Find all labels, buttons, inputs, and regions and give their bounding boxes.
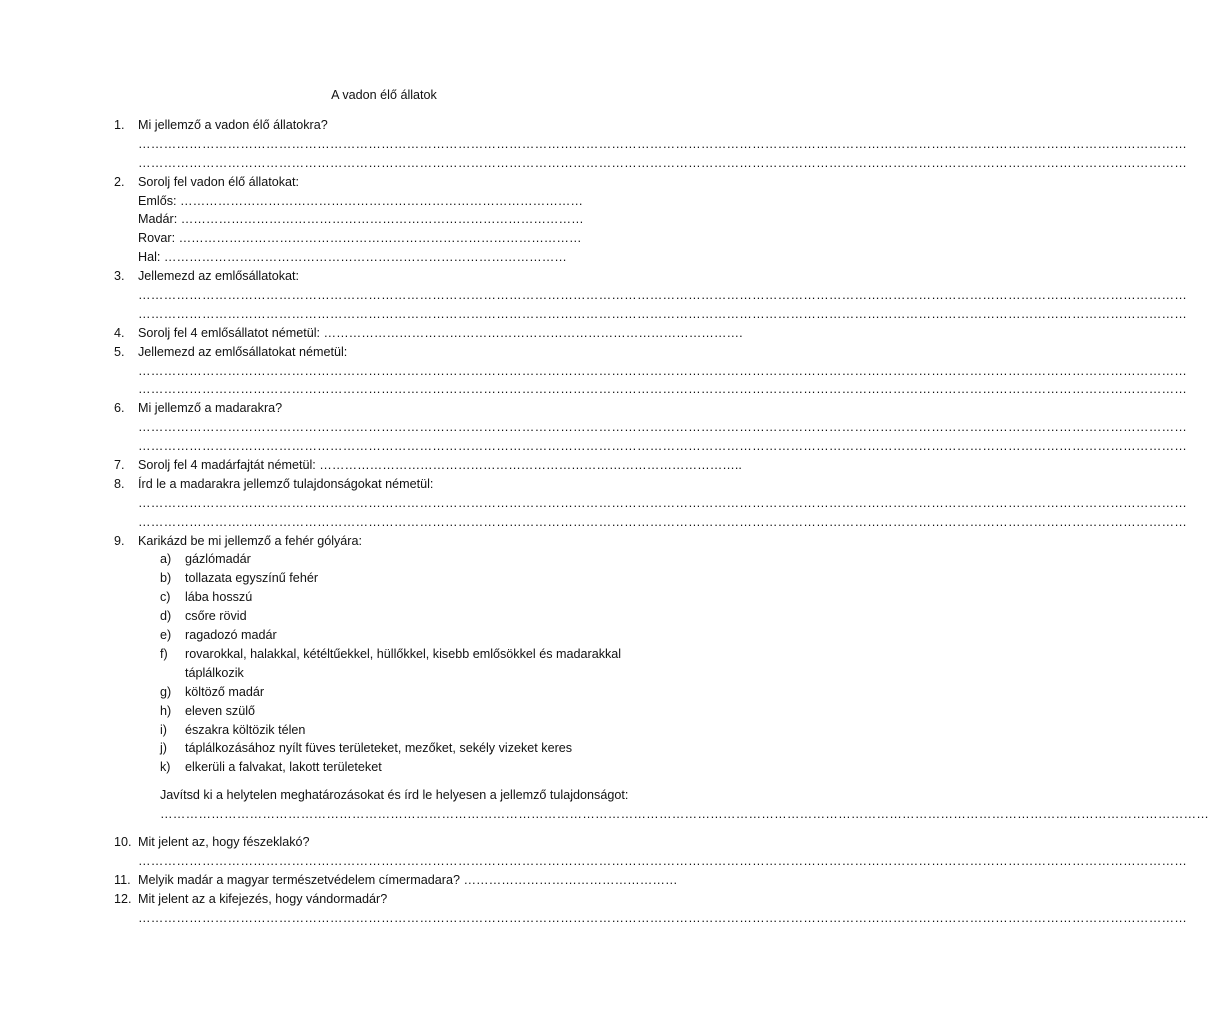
question-12 bbox=[0, 890, 768, 909]
option-text: gázlómadár bbox=[185, 552, 251, 567]
answer-line[interactable] bbox=[0, 852, 1188, 871]
question-5 bbox=[0, 343, 768, 362]
option-text: rovarokkal, halakkal, kétéltűekkel, hüllőkkel, kisebb emlősökkel és madarakkal bbox=[185, 646, 622, 661]
stork-option-k[interactable] bbox=[0, 758, 768, 777]
answer-line[interactable] bbox=[0, 154, 1188, 173]
answer-line-bird[interactable] bbox=[0, 210, 768, 229]
answer-line[interactable] bbox=[0, 362, 1188, 381]
question-text: Melyik madár a magyar természetvédelem címermadara? …………………………………………… bbox=[138, 872, 678, 887]
stork-option-d[interactable] bbox=[0, 607, 768, 626]
option-letter: j) bbox=[160, 741, 167, 756]
animal-category-line: Emlős: …………………………………………………………………………………… bbox=[138, 193, 583, 208]
instruction-text: Javítsd ki a helytelen meghatározásokat és írd le helyesen a jellemző tulajdonságot: bbox=[160, 788, 629, 803]
option-text: csőre rövid bbox=[185, 609, 247, 624]
question-text: Jellemezd az emlősállatokat: bbox=[138, 269, 299, 284]
question-10 bbox=[0, 833, 768, 852]
question-text: Mi jellemző a vadon élő állatokra? bbox=[138, 118, 328, 132]
question-number: 6. bbox=[114, 401, 125, 416]
answer-line-mammal[interactable] bbox=[0, 192, 768, 211]
question-8 bbox=[0, 475, 768, 494]
option-text: költöző madár bbox=[185, 684, 265, 699]
stork-option-e[interactable] bbox=[0, 626, 768, 645]
answer-line-insect[interactable] bbox=[0, 229, 768, 248]
answer-line[interactable] bbox=[0, 437, 1188, 456]
answer-line[interactable] bbox=[0, 380, 1188, 399]
answer-line[interactable] bbox=[0, 513, 1188, 532]
answer-line[interactable] bbox=[0, 135, 1188, 154]
question-text: Sorolj fel 4 emlősállatot németül: ………………………………………………………………………………………. bbox=[138, 325, 743, 340]
dotted-line: ………………………………………………………………………………………………………………………………………………………………………………………………………………………… bbox=[138, 495, 1188, 510]
question-9 bbox=[0, 532, 768, 551]
question-11[interactable] bbox=[0, 871, 768, 890]
dotted-line: ………………………………………………………………………………………………………………………………………………………………………………………………………………………… bbox=[138, 306, 1188, 321]
answer-line[interactable] bbox=[0, 909, 1188, 928]
stork-option-b[interactable] bbox=[0, 569, 768, 588]
dotted-line: ………………………………………………………………………………………………………………………………………………………………………………………………………………………… bbox=[138, 514, 1188, 529]
spacer bbox=[0, 777, 768, 786]
option-letter: g) bbox=[160, 684, 172, 699]
question-text: Mit jelent az, hogy fészeklakó? bbox=[138, 834, 310, 849]
dotted-line: ………………………………………………………………………………………………………………………………………………………………………………………………………………………… bbox=[138, 439, 1188, 454]
dotted-line: ………………………………………………………………………………………………………………………………………………………………………………………………………………………… bbox=[138, 910, 1188, 925]
option-letter: d) bbox=[160, 609, 172, 624]
option-text: lába hosszú bbox=[185, 590, 253, 605]
stork-option-f[interactable] bbox=[0, 645, 768, 664]
question-number: 5. bbox=[114, 344, 125, 359]
dotted-line: ………………………………………………………………………………………………………………………………………………………………………………………………………………………… bbox=[138, 382, 1188, 397]
question-text: Írd le a madarakra jellemző tulajdonságokat németül: bbox=[138, 476, 434, 491]
option-text: tollazata egyszínű fehér bbox=[185, 571, 319, 586]
question-text: Karikázd be mi jellemző a fehér gólyára: bbox=[138, 533, 362, 548]
dotted-line: ………………………………………………………………………………………………………………………………………………………………………………………………………………………… bbox=[138, 363, 1188, 378]
page-title: A vadon élő állatok bbox=[331, 88, 437, 102]
stork-option-i[interactable] bbox=[0, 721, 768, 740]
question-4[interactable] bbox=[0, 324, 768, 343]
question-number: 1. bbox=[114, 118, 125, 132]
option-letter: i) bbox=[160, 722, 167, 737]
question-number: 3. bbox=[114, 269, 125, 284]
answer-line[interactable] bbox=[0, 286, 1188, 305]
dotted-line: ………………………………………………………………………………………………………………………………………………………………………………………………………………………… bbox=[160, 807, 1209, 822]
animal-category-line: Rovar: …………………………………………………………………………………… bbox=[138, 231, 582, 246]
option-text: táplálkozásához nyílt füves területeket, mezőket, sekély vizeket keres bbox=[185, 741, 573, 756]
dotted-line: ………………………………………………………………………………………………………………………………………………………………………………………………………………………… bbox=[138, 853, 1188, 868]
stork-option-f-continued[interactable] bbox=[0, 664, 768, 683]
question-text: Sorolj fel vadon élő állatokat: bbox=[138, 174, 300, 189]
question-1 bbox=[0, 116, 768, 135]
answer-line-fish[interactable] bbox=[0, 248, 768, 267]
option-letter: e) bbox=[160, 628, 172, 643]
option-text: északra költözik télen bbox=[185, 722, 306, 737]
question-6 bbox=[0, 399, 768, 418]
question-text: Jellemezd az emlősállatokat németül: bbox=[138, 344, 348, 359]
question-number: 9. bbox=[114, 533, 125, 548]
option-letter: a) bbox=[160, 552, 172, 567]
stork-option-h[interactable] bbox=[0, 702, 768, 721]
question-number: 12. bbox=[114, 891, 132, 906]
question-text: Mit jelent az a kifejezés, hogy vándormadár? bbox=[138, 891, 388, 906]
dotted-line: ………………………………………………………………………………………………………………………………………………………………………………………………………………………… bbox=[138, 420, 1188, 435]
question-3 bbox=[0, 267, 768, 286]
animal-category-line: Madár: …………………………………………………………………………………… bbox=[138, 212, 584, 227]
option-letter: c) bbox=[160, 590, 171, 605]
question-number: 11. bbox=[114, 872, 131, 887]
option-letter: b) bbox=[160, 571, 172, 586]
question-number: 4. bbox=[114, 325, 125, 340]
answer-line[interactable] bbox=[0, 494, 1188, 513]
option-text: elkerüli a falvakat, lakott területeket bbox=[185, 760, 382, 775]
option-letter: k) bbox=[160, 760, 171, 775]
answer-line[interactable] bbox=[0, 305, 1188, 324]
question-number: 2. bbox=[114, 174, 125, 189]
question-2 bbox=[0, 173, 768, 192]
spacer bbox=[0, 824, 768, 833]
correction-instruction bbox=[0, 786, 768, 805]
dotted-line: ………………………………………………………………………………………………………………………………………………………………………………………………………………………… bbox=[138, 288, 1188, 303]
question-number: 10. bbox=[114, 834, 132, 849]
question-text: Sorolj fel 4 madárfajtát németül: ……………………………………………………………………………………….. bbox=[138, 458, 742, 473]
stork-option-a[interactable] bbox=[0, 550, 768, 569]
option-text: táplálkozik bbox=[185, 665, 244, 680]
question-list bbox=[0, 116, 1209, 927]
question-7[interactable] bbox=[0, 456, 768, 475]
dotted-line: ………………………………………………………………………………………………………………………………………………………………………………………………………………………… bbox=[138, 136, 1188, 151]
option-text: eleven szülő bbox=[185, 703, 256, 718]
answer-line[interactable] bbox=[0, 418, 1188, 437]
option-letter: h) bbox=[160, 703, 172, 718]
question-number: 7. bbox=[114, 458, 125, 473]
stork-option-g[interactable] bbox=[0, 683, 768, 702]
animal-category-line: Hal: …………………………………………………………………………………… bbox=[138, 250, 567, 265]
option-letter: f) bbox=[160, 646, 168, 661]
question-number: 8. bbox=[114, 476, 125, 491]
answer-line[interactable] bbox=[0, 805, 1209, 824]
option-text: ragadozó madár bbox=[185, 628, 277, 643]
question-text: Mi jellemző a madarakra? bbox=[138, 401, 283, 416]
stork-option-j[interactable] bbox=[0, 739, 768, 758]
stork-option-c[interactable] bbox=[0, 588, 768, 607]
dotted-line: ………………………………………………………………………………………………………………………………………………………………………………………………………………………… bbox=[138, 155, 1188, 170]
